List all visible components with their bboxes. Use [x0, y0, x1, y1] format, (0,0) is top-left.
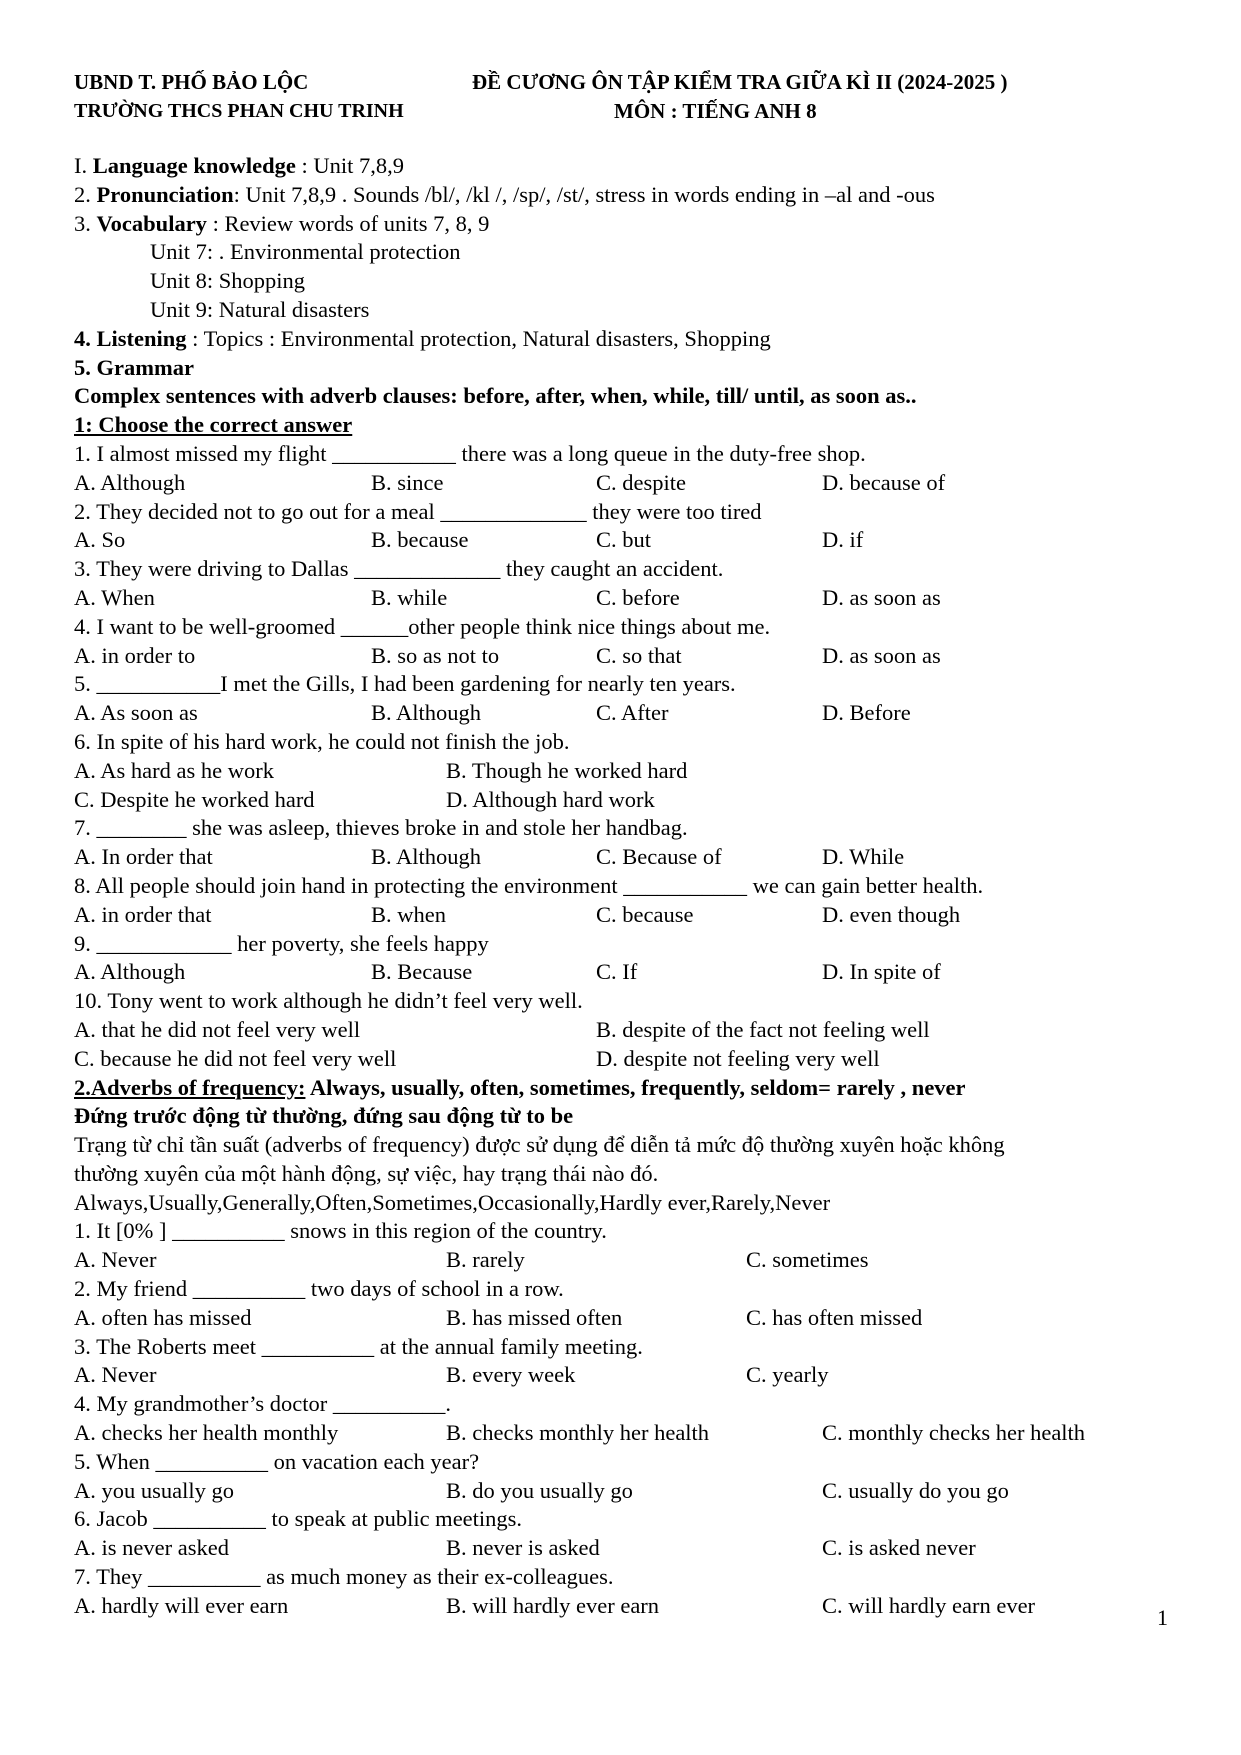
intro-grammar: 5. Grammar — [74, 354, 194, 380]
answer-option[interactable]: D. because of — [822, 469, 946, 495]
options-row — [74, 958, 1174, 987]
options-row — [74, 1592, 1174, 1621]
intro-complex: Complex sentences with adverb clauses: before, after, when, while, till/ until, as soon as.. — [74, 383, 917, 409]
answer-option[interactable]: C. monthly checks her health — [822, 1420, 1086, 1446]
question-text: 7. ________ she was asleep, thieves broke in and stole her handbag. — [74, 815, 688, 841]
answer-option[interactable]: B. do you usually go — [446, 1477, 633, 1503]
options-row — [74, 1246, 1174, 1275]
header-left-2: TRƯỜNG THCS PHAN CHU TRINH — [74, 100, 404, 122]
answer-option[interactable]: C. but — [596, 527, 652, 553]
intro-vocabulary: 3. Vocabulary : Review words of units 7, 8, 9 — [74, 210, 490, 236]
answer-option[interactable]: B. checks monthly her health — [446, 1420, 710, 1446]
question-text: 8. All people should join hand in protecting the environment ___________ we can gain better health. — [74, 872, 984, 898]
answer-option[interactable]: C. yearly — [746, 1362, 829, 1388]
answer-option[interactable]: A. you usually go — [74, 1477, 234, 1503]
options-row — [74, 901, 1174, 930]
unit-9: Unit 9: Natural disasters — [150, 296, 370, 322]
answer-option[interactable]: C. has often missed — [746, 1304, 923, 1330]
answer-option[interactable]: D. as soon as — [822, 642, 941, 668]
answer-option[interactable]: C. because he did not feel very well — [74, 1045, 397, 1071]
question-text: 5. ___________I met the Gills, I had been gardening for nearly ten years. — [74, 671, 736, 697]
section1-questions — [74, 440, 1174, 1074]
question-text: 3. They were driving to Dallas _____________ they caught an accident. — [74, 556, 724, 582]
intro-language: I. Language knowledge : Unit 7,8,9 — [74, 153, 405, 178]
answer-option[interactable]: A. Although — [74, 469, 186, 495]
answer-option[interactable]: C. Despite he worked hard — [74, 786, 315, 812]
options-row — [74, 526, 1174, 555]
answer-option[interactable]: A. When — [74, 584, 155, 610]
answer-option[interactable]: D. as soon as — [822, 584, 941, 610]
options-row — [74, 1045, 1174, 1074]
answer-option[interactable]: B. since — [371, 469, 444, 495]
answer-option[interactable]: D. despite not feeling very well — [596, 1045, 880, 1071]
section2-title: 2.Adverbs of frequency: Always, usually, often, sometimes, frequently, seldom= rarely , never — [74, 1074, 966, 1100]
answer-option[interactable]: C. If — [596, 959, 638, 985]
answer-option[interactable]: C. After — [596, 700, 669, 726]
answer-option[interactable]: C. usually do you go — [822, 1477, 1009, 1503]
answer-option[interactable]: D. Before — [822, 700, 911, 726]
answer-option[interactable]: D. even though — [822, 901, 961, 927]
options-row — [74, 1304, 1174, 1333]
answer-option[interactable]: C. before — [596, 584, 680, 610]
options-row — [74, 786, 1174, 815]
answer-option[interactable]: A. As soon as — [74, 700, 198, 726]
answer-option[interactable]: B. despite of the fact not feeling well — [596, 1016, 930, 1042]
answer-option[interactable]: A. Although — [74, 959, 186, 985]
answer-option[interactable]: A. So — [74, 527, 126, 553]
answer-option[interactable]: C. will hardly earn ever — [822, 1592, 1036, 1618]
question-text: 1. I almost missed my flight ___________ there was a long queue in the duty-free shop. — [74, 440, 866, 466]
question-text: 4. My grandmother’s doctor __________. — [74, 1391, 452, 1417]
answer-option[interactable]: A. Never — [74, 1362, 157, 1388]
answer-option[interactable]: B. will hardly ever earn — [446, 1592, 660, 1618]
options-row — [74, 1361, 1174, 1390]
options-row — [74, 699, 1174, 728]
question-text: 2. My friend __________ two days of school in a row. — [74, 1276, 564, 1302]
header-right-1: ĐỀ CƯƠNG ÔN TẬP KIỂM TRA GIỮA KÌ II (2024-2025 ) — [472, 70, 1008, 94]
answer-option[interactable]: A. that he did not feel very well — [74, 1016, 361, 1042]
header — [74, 68, 1174, 126]
answer-option[interactable]: B. every week — [446, 1362, 576, 1388]
answer-option[interactable]: C. so that — [596, 642, 682, 668]
answer-option[interactable]: B. because — [371, 527, 469, 553]
intro-listening: 4. Listening : Topics : Environmental protection, Natural disasters, Shopping — [74, 325, 771, 351]
section2-desc-2: thường xuyên của một hành động, sự việc, hay trạng thái nào đó. — [74, 1160, 659, 1186]
document-page — [74, 68, 1174, 1621]
question-text: 2. They decided not to go out for a meal _____________ they were too tired — [74, 498, 762, 524]
answer-option[interactable]: B. never is asked — [446, 1535, 600, 1561]
section2-desc-1: Trạng từ chỉ tần suất (adverbs of frequency) được sử dụng để diễn tả mức độ thường xuyên hoặc không — [74, 1132, 1005, 1158]
section2-rule: Đứng trước động từ thường, đứng sau động từ to be — [74, 1103, 574, 1129]
header-right-2: MÔN : TIẾNG ANH 8 — [614, 99, 817, 123]
answer-option[interactable]: B. when — [371, 901, 446, 927]
question-text: 10. Tony went to work although he didn’t feel very well. — [74, 988, 583, 1014]
answer-option[interactable]: C. Because of — [596, 844, 722, 870]
answer-option[interactable]: A. As hard as he work — [74, 757, 274, 783]
answer-option[interactable]: A. often has missed — [74, 1304, 252, 1330]
question-text: 5. When __________ on vacation each year? — [74, 1448, 480, 1474]
answer-option[interactable]: B. while — [371, 584, 448, 610]
answer-option[interactable]: C. because — [596, 901, 694, 927]
question-text: 6. In spite of his hard work, he could not finish the job. — [74, 728, 570, 754]
question-text: 4. I want to be well-groomed ______other people think nice things about me. — [74, 613, 771, 639]
answer-option[interactable]: A. in order that — [74, 901, 212, 927]
answer-option[interactable]: B. Though he worked hard — [446, 757, 688, 783]
options-row — [74, 642, 1174, 671]
options-row — [74, 1419, 1174, 1448]
answer-option[interactable]: D. Although hard work — [446, 786, 655, 812]
question-text: 7. They __________ as much money as their ex-colleagues. — [74, 1564, 614, 1590]
options-row — [74, 584, 1174, 613]
options-row — [74, 1534, 1174, 1563]
options-row — [74, 757, 1174, 786]
answer-option[interactable]: A. checks her health monthly — [74, 1420, 339, 1446]
options-row — [74, 1016, 1174, 1045]
unit-8: Unit 8: Shopping — [150, 268, 306, 294]
answer-option[interactable]: A. is never asked — [74, 1535, 229, 1561]
answer-option[interactable]: C. is asked never — [822, 1535, 976, 1561]
answer-option[interactable]: B. has missed often — [446, 1304, 623, 1330]
answer-option[interactable]: A. In order that — [74, 844, 213, 870]
answer-option[interactable]: A. hardly will ever earn — [74, 1592, 289, 1618]
intro-pronunciation: 2. Pronunciation: Unit 7,8,9 . Sounds /bl/, /kl /, /sp/, /st/, stress in words ending in –al and -ous — [74, 181, 935, 207]
question-text: 9. ____________ her poverty, she feels happy — [74, 930, 489, 956]
answer-option[interactable]: D. if — [822, 527, 864, 553]
section2-list: Always,Usually,Generally,Often,Sometimes,Occasionally,Hardly ever,Rarely,Never — [74, 1189, 831, 1215]
answer-option[interactable]: D. In spite of — [822, 959, 941, 985]
options-row — [74, 469, 1174, 498]
question-text: 6. Jacob __________ to speak at public meetings. — [74, 1506, 523, 1532]
question-text: 3. The Roberts meet __________ at the annual family meeting. — [74, 1333, 643, 1359]
answer-option[interactable]: A. in order to — [74, 642, 196, 668]
header-left-1: UBND T. PHỐ BẢO LỘC — [74, 70, 309, 94]
options-row — [74, 1477, 1174, 1506]
answer-option[interactable]: D. While — [822, 844, 905, 870]
page-number: 1 — [1157, 1605, 1168, 1630]
answer-option[interactable]: A. Never — [74, 1247, 157, 1273]
question-text: 1. It [0% ] __________ snows in this region of the country. — [74, 1218, 607, 1244]
answer-option[interactable]: B. Because — [371, 959, 473, 985]
section2-questions — [74, 1217, 1174, 1620]
options-row — [74, 843, 1174, 872]
answer-option[interactable]: B. rarely — [446, 1247, 525, 1273]
answer-option[interactable]: C. despite — [596, 469, 686, 495]
answer-option[interactable]: B. Although — [371, 700, 482, 726]
section1-title: 1: Choose the correct answer — [74, 412, 353, 438]
answer-option[interactable]: B. Although — [371, 844, 482, 870]
answer-option[interactable]: C. sometimes — [746, 1247, 869, 1273]
unit-7: Unit 7: . Environmental protection — [150, 239, 461, 265]
answer-option[interactable]: B. so as not to — [371, 642, 500, 668]
